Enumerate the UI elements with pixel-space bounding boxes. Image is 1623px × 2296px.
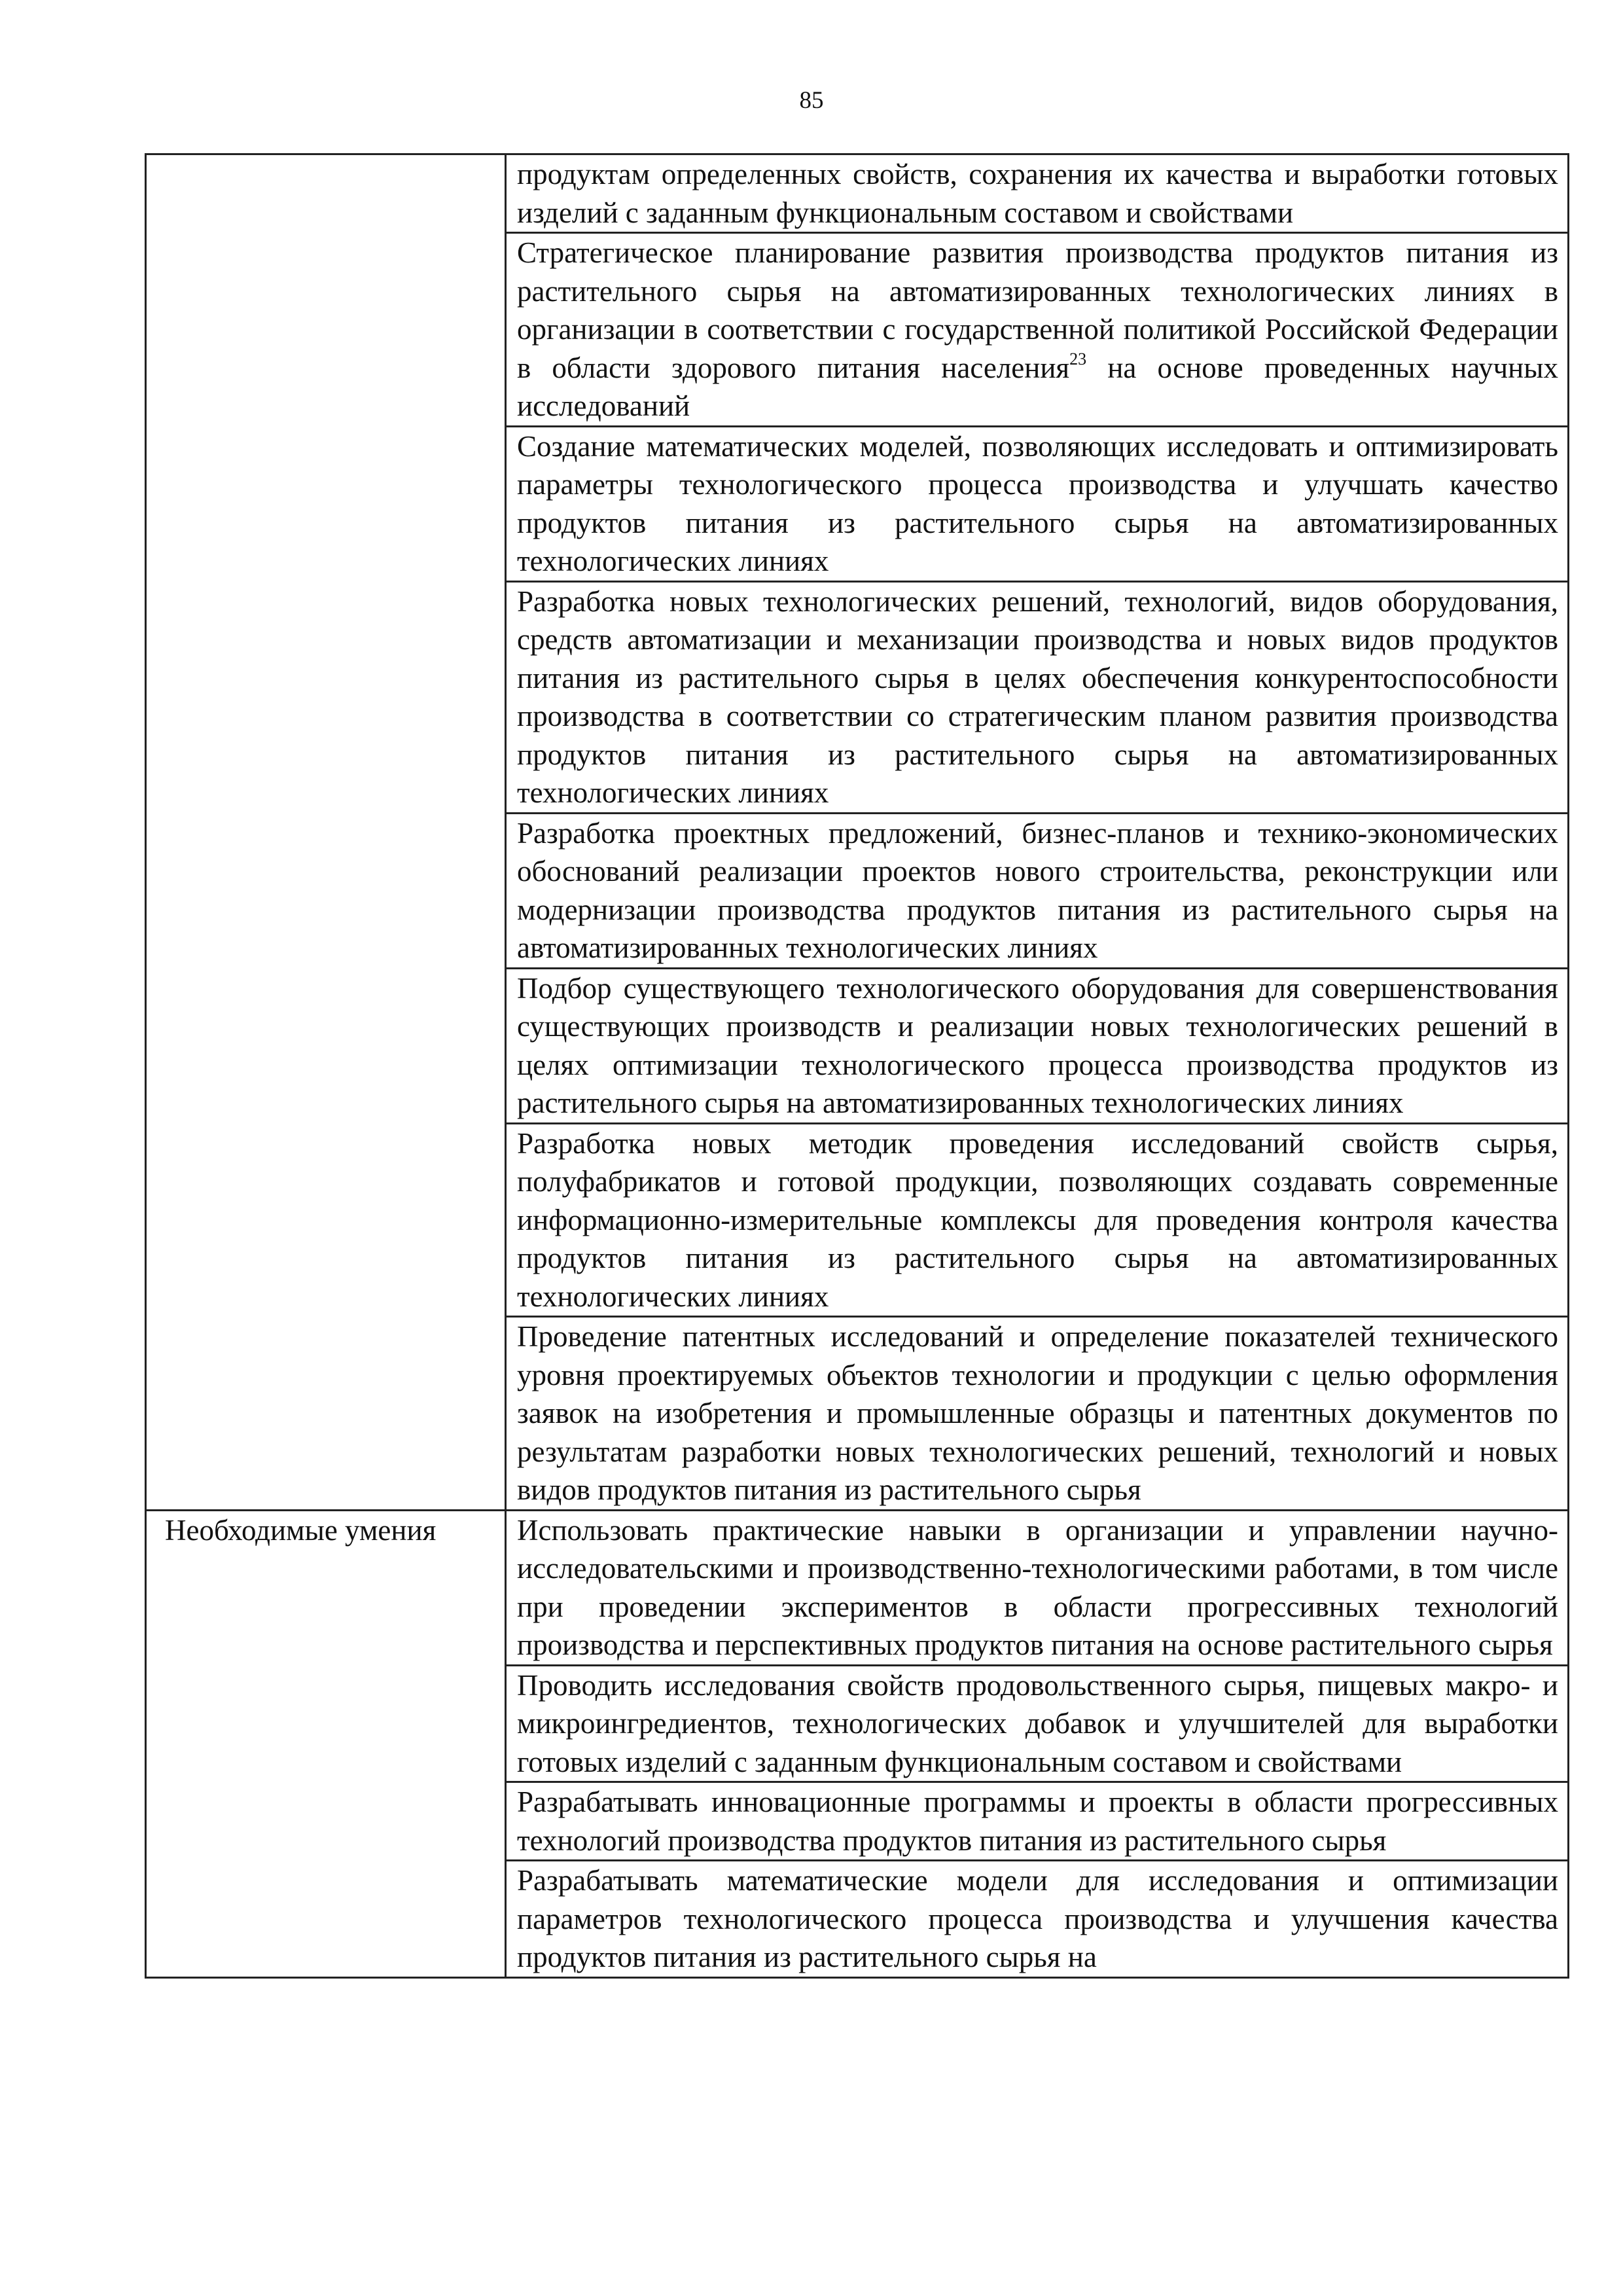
table-row <box>146 154 1569 233</box>
table-cell: Проводить исследования свойств продовольственного сырья, пищевых макро- и микроингредиентов, технологических добавок и улучшителей для выработки готовых изделий с заданным функциональным составом и свойствами <box>506 1665 1569 1782</box>
cell-text: Стратегическое планирование развития производства продуктов питания из растительного сырья на автоматизированных технологических линиях в организации в соответствии с государственной политикой Российской Федерации в области здорового питания населения <box>517 236 1558 384</box>
table-cell-continued: продуктам определенных свойств, сохранения их качества и выработки готовых изделий с заданным функциональным составом и свойствами <box>506 154 1569 233</box>
skills-label-cell <box>146 1510 506 1977</box>
table-row <box>146 1510 1569 1665</box>
footnote-ref: 23 <box>1069 349 1087 368</box>
table-cell-strategic-planning <box>506 233 1569 427</box>
table-cell: Проведение патентных исследований и определение показателей технического уровня проектируемых объектов технологии и продукции с целью оформления заявок на изобретения и промышленные образцы и патентных документов по результатам разработки новых технологических решений, технологий и новых видов продуктов питания из растительного сырья <box>506 1317 1569 1511</box>
table-cell: Использовать практические навыки в организации и управлении научно-исследовательскими и производственно-технологическими работами, в том числе при проведении экспериментов в области прогрессивных технологий производства и перспективных продуктов питания на основе растительного сырья <box>506 1510 1569 1665</box>
competency-table <box>145 153 1569 1979</box>
table-cell: Разработка новых методик проведения исследований свойств сырья, полуфабрикатов и готовой продукции, позволяющих создавать современные информационно-измерительные комплексы для проведения контроля качества продуктов питания из растительного сырья на автоматизированных технологических линиях <box>506 1123 1569 1317</box>
table-cell: Подбор существующего технологического оборудования для совершенствования существующих производств и реализации новых технологических решений в целях оптимизации технологического процесса производства продуктов из растительного сырья на автоматизированных технологических линиях <box>506 968 1569 1123</box>
skills-label: Необходимые умения <box>165 1513 437 1547</box>
empty-label-cell <box>146 154 506 1511</box>
table-cell: Создание математических моделей, позволяющих исследовать и оптимизировать параметры технологического процесса производства и улучшать качество продуктов питания из растительного сырья на автоматизированных технологических линиях <box>506 426 1569 581</box>
table-cell: Разрабатывать математические модели для исследования и оптимизации параметров технологического процесса производства и улучшения качества продуктов питания из растительного сырья на <box>506 1861 1569 1978</box>
cell-text: на основе проведенных научных исследований <box>517 351 1558 422</box>
table-cell: Разрабатывать инновационные программы и проекты в области прогрессивных технологий производства продуктов питания из растительного сырья <box>506 1782 1569 1861</box>
page-number: 85 <box>799 87 824 114</box>
table-cell: Разработка проектных предложений, бизнес-планов и технико-экономических обоснований реализации проектов нового строительства, реконструкции или модернизации производства продуктов питания из растительного сырья на автоматизированных технологических линиях <box>506 813 1569 968</box>
table-cell: Разработка новых технологических решений, технологий, видов оборудования, средств автоматизации и механизации производства и новых видов продуктов питания из растительного сырья в целях обеспечения конкурентоспособности производства в соответствии со стратегическим планом развития производства продуктов питания из растительного сырья на автоматизированных технологических линиях <box>506 581 1569 813</box>
